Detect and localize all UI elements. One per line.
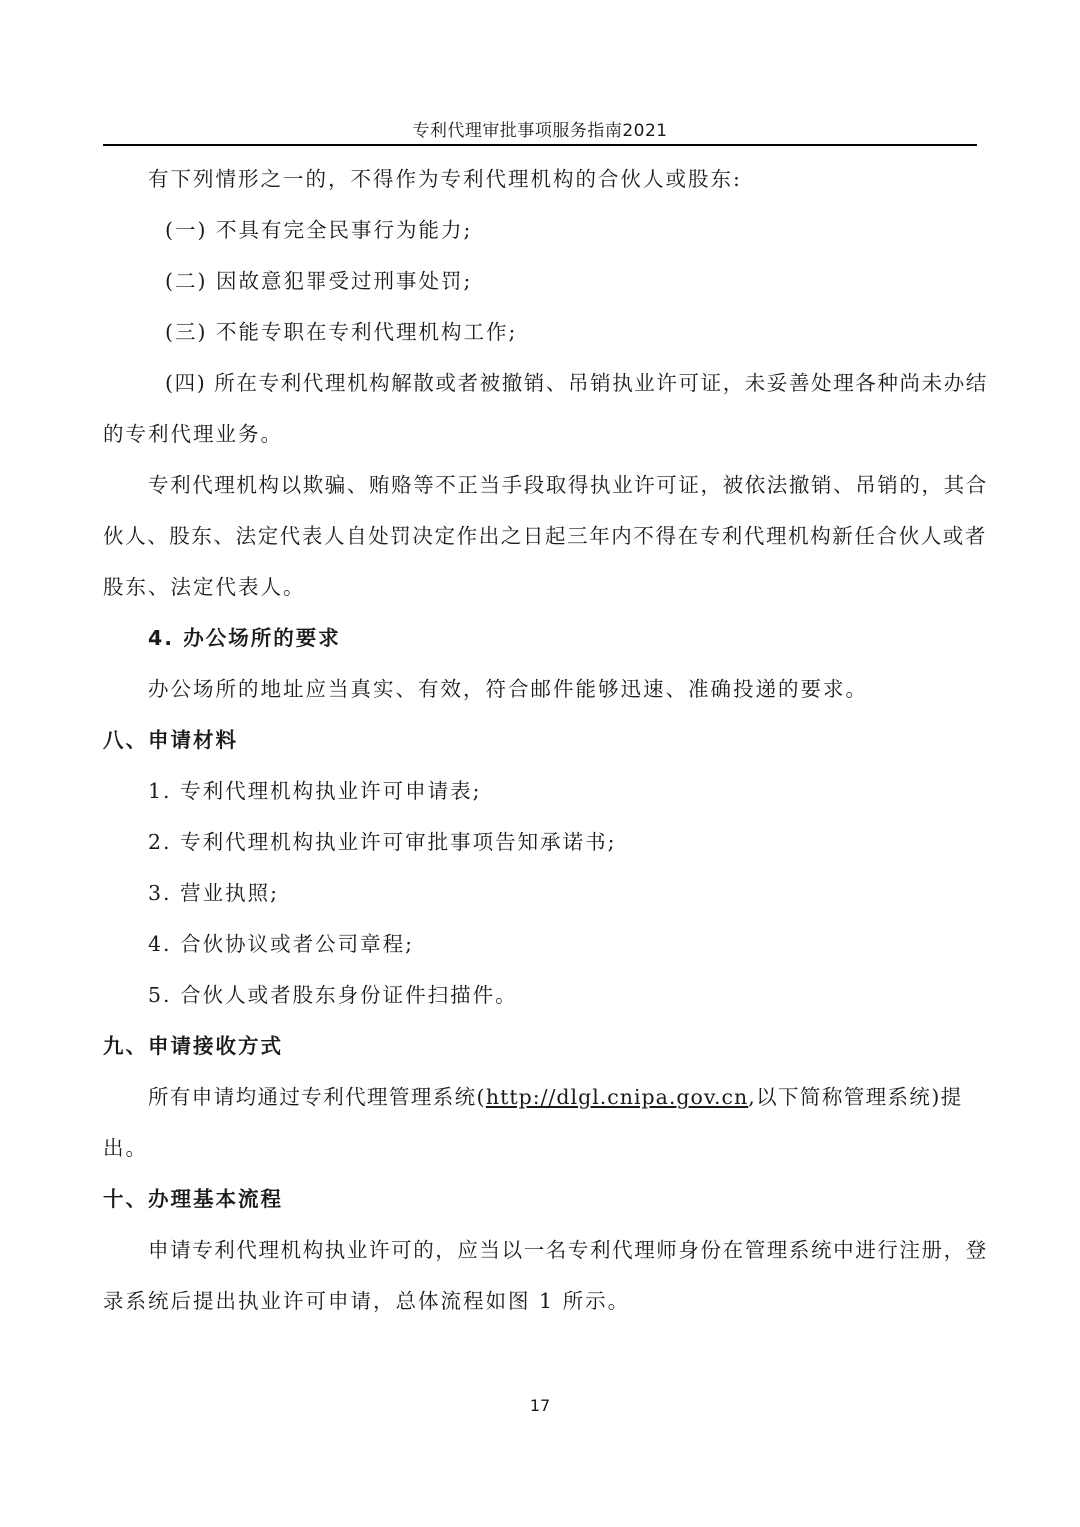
system-url-link[interactable]: http://dlgl.cnipa.gov.cn xyxy=(485,1085,749,1109)
list-item: 1. 专利代理机构执业许可申请表; xyxy=(148,779,482,803)
section-heading: 八、申请材料 xyxy=(103,728,238,752)
paragraph-line: 录系统后提出执业许可申请，总体流程如图 1 所示。 xyxy=(103,1289,631,1313)
header-rule xyxy=(103,144,977,146)
section-heading: 九、申请接收方式 xyxy=(103,1034,283,1058)
list-item: (二) 因故意犯罪受过刑事处罚; xyxy=(165,269,473,293)
list-item: 4. 合伙协议或者公司章程; xyxy=(148,932,414,956)
running-header: 专利代理审批事项服务指南2021 xyxy=(412,121,668,141)
list-item: (四) 所在专利代理机构解散或者被撤销、吊销执业许可证，未妥善处理各种尚未办结 xyxy=(165,371,988,395)
paragraph-text: ,以下简称管理系统)提 xyxy=(748,1085,963,1109)
paragraph-line: 申请专利代理机构执业许可的，应当以一名专利代理师身份在管理系统中进行注册，登 xyxy=(148,1238,988,1262)
list-item: 5. 合伙人或者股东身份证件扫描件。 xyxy=(148,983,518,1007)
document-body xyxy=(103,154,988,1327)
section-heading: 十、办理基本流程 xyxy=(103,1187,283,1211)
paragraph-line: 伙人、股东、法定代表人自处罚决定作出之日起三年内不得在专利代理机构新任合伙人或者 xyxy=(103,524,987,548)
paragraph-text: 所有申请均通过专利代理管理系统( xyxy=(148,1085,486,1109)
list-item: 2. 专利代理机构执业许可审批事项告知承诺书; xyxy=(148,830,617,854)
paragraph-line xyxy=(103,1072,977,1123)
list-item: (一) 不具有完全民事行为能力; xyxy=(165,218,473,242)
paragraph-line: 出。 xyxy=(103,1136,148,1160)
paragraph-line: 的专利代理业务。 xyxy=(103,422,283,446)
paragraph-line: 有下列情形之一的，不得作为专利代理机构的合伙人或股东: xyxy=(148,167,742,191)
paragraph-line: 专利代理机构以欺骗、贿赂等不正当手段取得执业许可证，被依法撤销、吊销的，其合 xyxy=(148,473,988,497)
paragraph-line: 股东、法定代表人。 xyxy=(103,575,306,599)
list-item: 3. 营业执照; xyxy=(148,881,279,905)
page-number: 17 xyxy=(529,1396,551,1415)
list-item: (三) 不能专职在专利代理机构工作; xyxy=(165,320,518,344)
paragraph-line: 办公场所的地址应当真实、有效，符合邮件能够迅速、准确投递的要求。 xyxy=(148,677,868,701)
subsection-heading: 4. 办公场所的要求 xyxy=(148,626,341,650)
